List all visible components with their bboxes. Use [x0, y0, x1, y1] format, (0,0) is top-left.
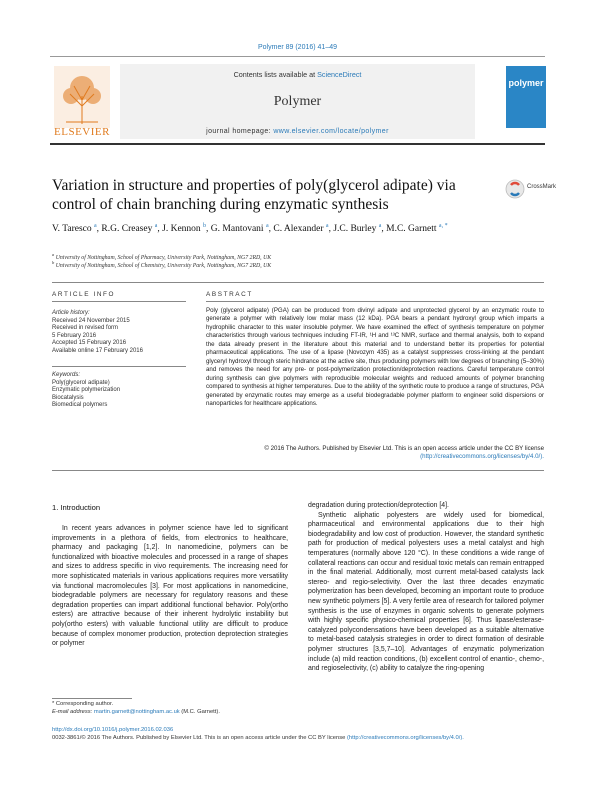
footnote-rule — [52, 698, 132, 699]
author[interactable]: M.C. Garnett $^{a, *}$ — [386, 223, 448, 235]
section-heading: 1. Introduction — [52, 503, 101, 512]
footer-license-text: 0032-3861/© 2016 The Authors. Published by Elsevier Ltd. This is an open access article under the CC BY license — [52, 735, 347, 742]
homepage-link[interactable]: www.elsevier.com/locate/polymer — [273, 128, 389, 135]
publisher-name: ELSEVIER — [54, 126, 110, 138]
article-title: Variation in structure and properties of poly(glycerol adipate) via control of chain branching during enzymatic synthesis — [52, 177, 456, 213]
right-column — [308, 501, 544, 674]
author[interactable]: J.C. Burley $^a$, — [333, 223, 387, 235]
keywords — [52, 372, 182, 410]
author[interactable]: V. Taresco $^a$, — [52, 223, 102, 235]
email-label: E-mail address: — [52, 709, 94, 715]
doi-link[interactable]: http://dx.doi.org/10.1016/j.polymer.2016.02.036 — [52, 727, 174, 733]
author-list — [52, 219, 522, 236]
header-top-rule — [50, 56, 545, 57]
keyword: Enzymatic polymerization — [52, 387, 121, 393]
crossmark-label[interactable]: CrossMark — [527, 184, 557, 190]
copyright-line — [206, 445, 544, 462]
author[interactable]: G. Mantovani $^a$, — [210, 223, 274, 235]
paragraph: degradation during protection/deprotection [4]. — [308, 502, 449, 509]
footer-license-link[interactable]: (http://creativecommons.org/licenses/by/4.0/). — [346, 735, 464, 742]
divider — [52, 301, 186, 302]
corresponding-author-note: * Corresponding author. — [52, 701, 114, 707]
homepage-label: journal homepage: — [206, 128, 274, 135]
footnote — [52, 700, 292, 716]
keyword: Biomedical polymers — [52, 402, 108, 408]
divider — [52, 470, 544, 471]
abstract-text: Poly (glycerol adipate) (PGA) can be produced from divinyl adipate and unprotected glycerol by an enzymatic route to generate a polymer with relatively low molar mass (12 kDa). PGA bears a pendant hydroxyl group which imparts a hydrophilic character to this water insoluble polymer. We have examined the effect of synthesis temperature on polymer characteristics through various techniques including FT-IR, ¹H and ¹³C NMR, surface and thermal analysis, both to expand the data already present in the literature about this material and to understand better its properties for potential pharmaceutical applications. The use of a lipase (Novozym 435) as a catalyst suppresses cross-linking at the pendant glyceryl hydroxyl through steric hindrance at the active site, thus producing polymers with low degrees of branching (5–30%) and removes the need for any pre- or post-polymerization protection/deprotection reactions. Careful temperature control during synthesis can give polymers with reproducible molecular weights and reduced amounts of polymer branching compared to synthesis at higher temperatures. Due to the ability of the synthetic route to produce a range of structures, PGA generated by enzymatic routes may emerge as a useful biodegradable polymer platform to engineer solid dispersions or nanoparticles for healthcare applications. — [206, 307, 544, 407]
page-footer — [52, 726, 544, 743]
email-link[interactable]: martin.garnett@nottingham.ac.uk — [93, 709, 180, 715]
license-link[interactable]: (http://creativecommons.org/licenses/by/4.0/). — [420, 453, 544, 461]
history-item: Received in revised form — [52, 325, 119, 331]
contents-line — [120, 70, 475, 79]
journal-cover — [506, 66, 546, 128]
divider — [52, 366, 186, 367]
left-column — [52, 524, 288, 649]
contents-label: Contents lists available at — [233, 70, 318, 79]
journal-name: Polymer — [273, 94, 322, 109]
journal-homepage — [120, 128, 475, 135]
sciencedirect-link[interactable]: ScienceDirect — [317, 70, 362, 79]
keyword: Poly(glycerol adipate) — [52, 379, 110, 386]
paragraph: In recent years advances in polymer science have led to significant improvements in a plethora of fields, from electronics to healthcare, pharmacy and packaging [1,2]. In nanomedicine, polymers can be functionalized with bioactive molecules and processed in a range of shapes and sizes to address specific in vivo requirements. The increasing need for more sophisticated materials in various applications requires more versatility via functional macromolecules [3]. For most applications in nanomedicine, biodegradable polymers are necessary for regulatory reasons and these degradation properties can impart additional functional behavior. Poly(ortho esters) are attractive because of their inherent hydrolytic instability but poly(ortho esters) with valuable functional utility are difficult to produce because of complex monomer production, protection deprotection strategies or polymer — [52, 525, 288, 648]
cover-title: polymer — [508, 78, 544, 88]
header-bottom-rule — [50, 143, 545, 145]
author[interactable]: R.G. Creasey $^a$, — [101, 223, 163, 235]
history-item: Accepted 15 February 2016 — [52, 340, 127, 346]
divider — [206, 301, 544, 302]
paragraph: Synthetic aliphatic polyesters are widely used for biomedical, pharmaceutical and environmental applications due to their high biodegradability and low cost of production. However, the standard synthetic path for production of medical polyesters uses a metal catalyst and high temperatures (normally above 120 °C). In these conditions a wide range of collateral reactions can occur and residual toxic metals can remain entrapped in the final material. Additionally, most current metal-based catalysts lack stereo- and regio-selectivity. Over the last three decades enzymatic polymerization has been developed, becoming an important route to produce new synthetic polymers [5]. A very fertile area of research for tailored polymer synthesis is the use of enzymes in organic solvents to generate polymers with highly specific physico-chemical properties [6]. Thus lipase/esterase-catalyzed polycondensations have been developed as a suitable alternative to metal-based catalysis strategies in order to direct formation of desirable polymer structures [3,5,7–10]. Advantages of enzymatic polymerization include (a) mild reaction conditions, (b) excellent control of enantio-, chemo-, and regioselectivity, (c) ability to catalyze the ring-opening — [308, 511, 544, 673]
email-suffix: (M.C. Garnett). — [179, 709, 220, 715]
keywords-label: Keywords: — [52, 372, 81, 378]
copyright-text: © 2016 The Authors. Published by Elsevier Ltd. This is an open access article under the CC BY license — [264, 445, 544, 452]
affiliation: $^a$ University of Nottingham, School of Pharmacy, University Park, Nottingham, NG7 2RD, UK — [52, 252, 272, 261]
article-history — [52, 310, 182, 355]
history-label: Article history: — [52, 310, 90, 316]
author[interactable]: C. Alexander $^a$, — [273, 223, 334, 235]
elsevier-tree-logo — [54, 66, 110, 128]
abstract-heading: ABSTRACT — [206, 291, 253, 298]
article-info-heading: ARTICLE INFO — [52, 291, 116, 298]
crossmark-icon[interactable] — [505, 178, 525, 200]
keyword: Biocatalysis — [52, 394, 84, 401]
history-item: Received 24 November 2015 — [52, 317, 130, 324]
affiliation: $^b$ University of Nottingham, School of Chemistry, University Park, Nottingham, NG7 2RD, UK — [52, 260, 272, 269]
author[interactable]: J. Kennon $^b$, — [162, 223, 211, 235]
history-item: Available online 17 February 2016 — [52, 347, 143, 354]
divider — [52, 282, 544, 283]
journal-reference[interactable]: Polymer 89 (2016) 41–49 — [258, 44, 337, 51]
history-item: 5 February 2016 — [52, 332, 97, 339]
